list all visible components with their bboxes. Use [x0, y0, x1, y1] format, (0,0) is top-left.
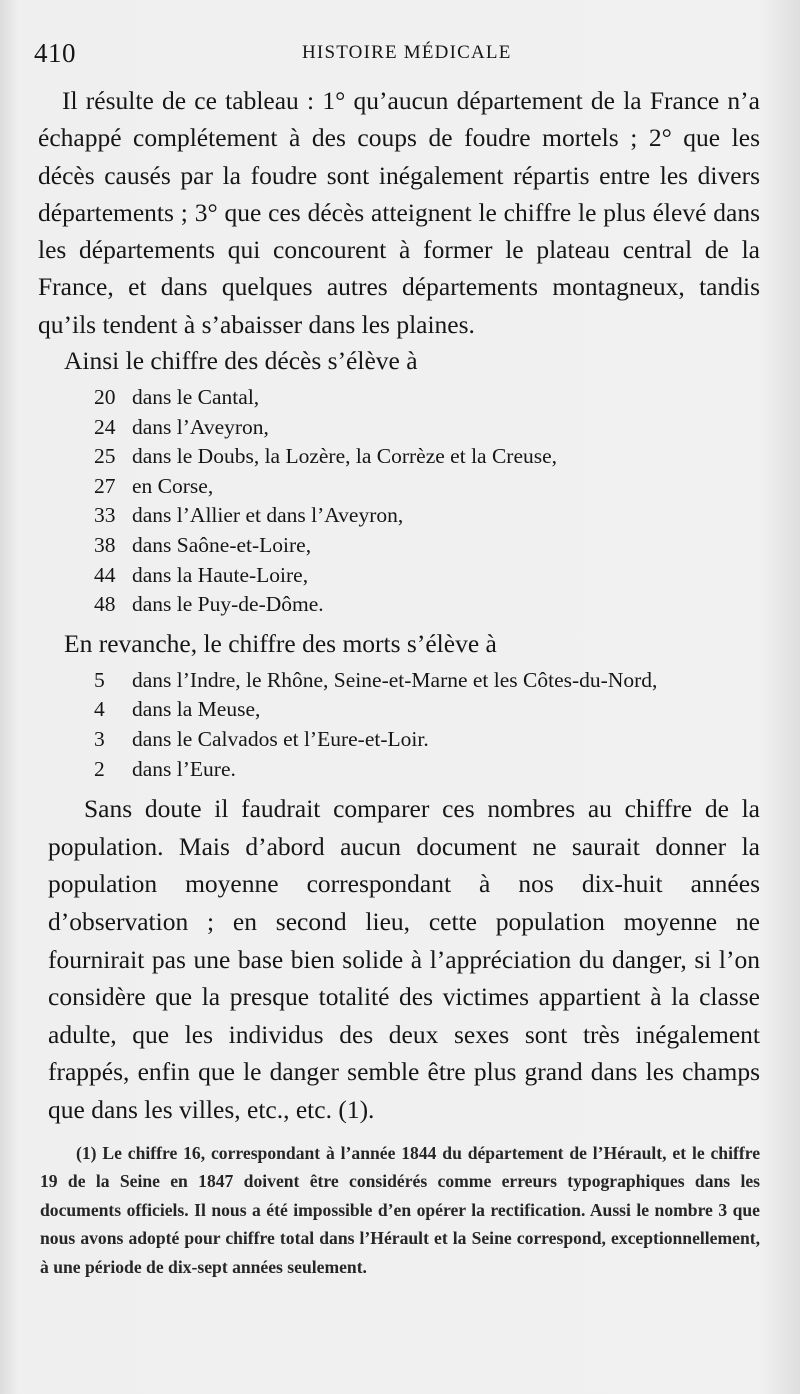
list-item-number: 5	[94, 667, 105, 692]
list-item	[38, 442, 760, 472]
paragraph-conclusions: Il résulte de ce tableau : 1° qu’aucun département de la France n’a échappé complétement à des coups de foudre mortels ; 2° que les décès causés par la foudre sont inégalement répartis entre les divers départements ; 3° que ces décès atteignent le chiffre le plus élevé dans les départements qui concourent à former le plateau central de la France, et dans quelques autres départements montagneux, tandis qu’ils tendent à s’abaisser dans les plaines.	[38, 86, 760, 339]
list-item	[38, 383, 760, 413]
list-item	[38, 755, 760, 785]
list-item-text: dans la Meuse,	[132, 697, 261, 722]
list-item-number: 38	[94, 533, 116, 558]
running-title: HISTOIRE MÉDICALE	[302, 42, 512, 63]
list-item	[38, 413, 760, 443]
paragraph-highest-lead: Ainsi le chiffre des décès s’élève à	[64, 346, 418, 376]
list-highest-deaths	[38, 383, 760, 620]
list-item	[38, 695, 760, 725]
list-item-text: dans le Doubs, la Lozère, la Corrèze et la Creuse,	[132, 444, 558, 469]
list-lowest-deaths	[38, 666, 760, 784]
list-item-text: dans l’Allier et dans l’Aveyron,	[132, 503, 404, 528]
body-text	[38, 82, 760, 1299]
list-item-number: 44	[94, 562, 116, 587]
list-item-number: 20	[94, 385, 116, 410]
list-item	[38, 501, 760, 531]
page-number: 410	[34, 38, 76, 68]
list-item	[38, 561, 760, 591]
footnote: (1) Le chiffre 16, correspondant à l’année 1844 du département de l’Hérault, et le chiffre 19 de la Seine en 1847 doivent être considérés comme erreurs typographiques dans les documents officiels. Il nous a été impossible d’en opérer la rectification. Aussi le nombre 3 que nous avons adopté pour chiffre total dans l’Hérault et la Seine correspond, exceptionnellement, à une période de dix-sept années seulement.	[40, 1142, 760, 1277]
list-item-number: 4	[94, 697, 105, 722]
list-item-text: dans l’Indre, le Rhône, Seine-et-Marne et les Côtes-du-Nord,	[132, 667, 658, 692]
list-item-text: dans le Puy-de-Dôme.	[132, 592, 324, 617]
list-item-text: dans l’Aveyron,	[132, 414, 269, 439]
list-item-text: dans le Cantal,	[132, 385, 260, 410]
list-item-text: en Corse,	[132, 473, 214, 498]
list-item-number: 3	[94, 727, 105, 752]
list-item-text: dans Saône-et-Loire,	[132, 533, 312, 558]
list-item	[38, 666, 760, 696]
paragraph-lowest-lead: En revanche, le chiffre des morts s’élève à	[64, 628, 497, 658]
list-item	[38, 531, 760, 561]
list-item-number: 2	[94, 756, 105, 781]
list-item	[38, 472, 760, 502]
list-item-text: dans l’Eure.	[132, 756, 236, 781]
list-item-number: 25	[94, 444, 116, 469]
list-item	[38, 590, 760, 620]
list-item-number: 27	[94, 473, 116, 498]
list-item	[38, 725, 760, 755]
list-item-text: dans la Haute-Loire,	[132, 562, 309, 587]
list-item-number: 24	[94, 414, 116, 439]
running-head	[34, 38, 760, 70]
list-item-number: 33	[94, 503, 116, 528]
list-item-text: dans le Calvados et l’Eure-et-Loir.	[132, 727, 429, 752]
paragraph-population-caveat: Sans doute il faudrait comparer ces nombres au chiffre de la population. Mais d’abord aucun document ne saurait donner la population moyenne correspondant à nos dix-huit années d’observation ; en second lieu, cette population moyenne ne fournirait pas une base bien solide à l’appréciation du danger, si l’on considère que la presque totalité des victimes appartient à la classe adulte, que les individus des deux sexes sont très inégalement frappés, enfin que le danger semble être plus grand dans les champs que dans les villes, etc., etc. (1).	[48, 794, 760, 1124]
list-item-number: 48	[94, 592, 116, 617]
